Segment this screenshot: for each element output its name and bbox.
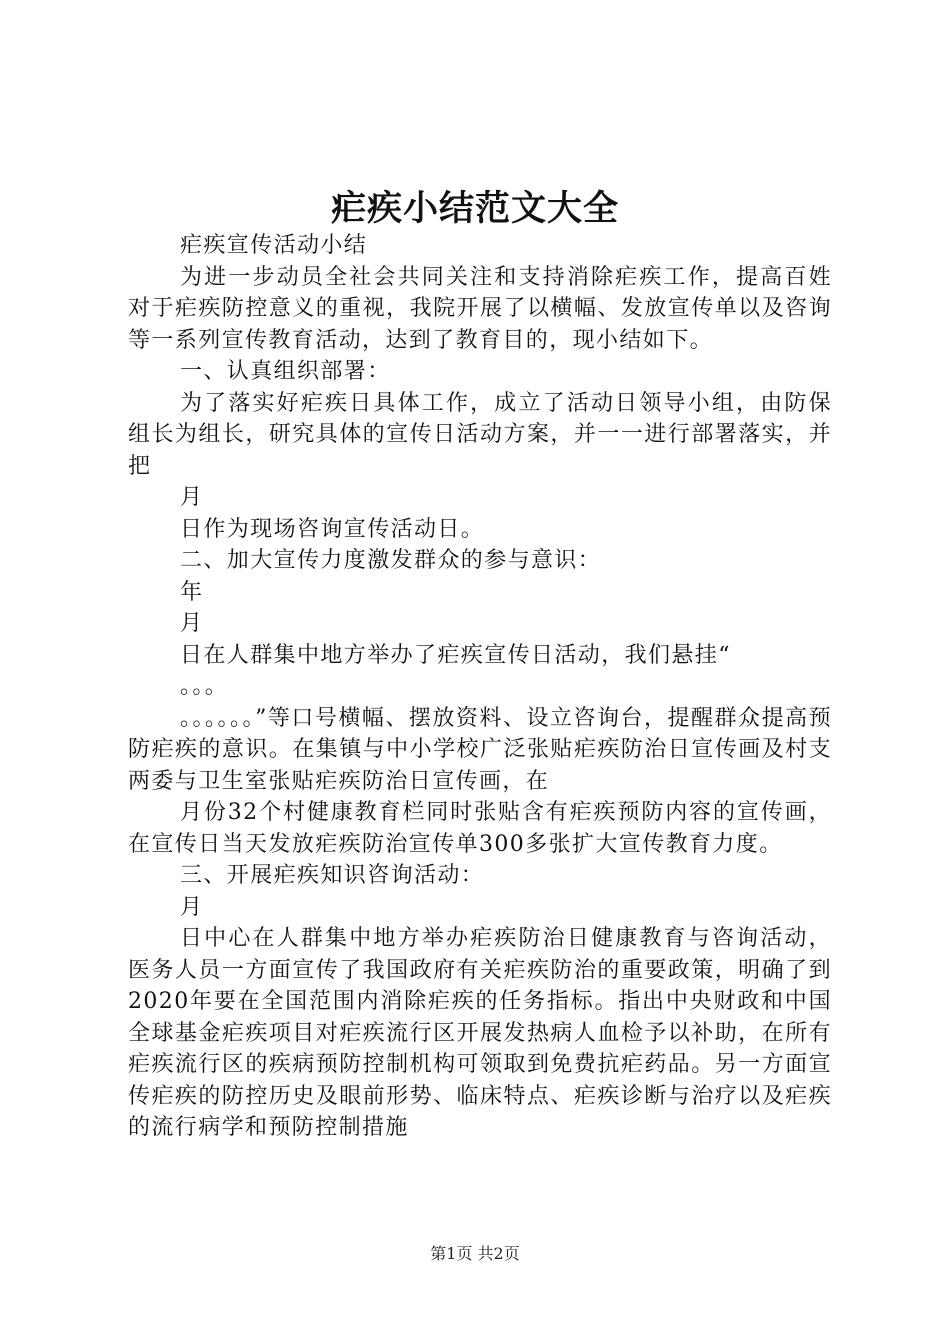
section-heading-2: 二、加大宣传力度激发群众的参与意识： (180, 548, 602, 573)
paragraph-section-1: 为了落实好疟疾日具体工作，成立了活动日领导小组，由防保组长为组长，研究具体的宣传日活动方案，并一一进行部署落实，并把 (128, 390, 832, 479)
paragraph-fragment: 。。。 (180, 674, 229, 699)
document-title: 疟疾小结范文大全 (330, 189, 619, 229)
paragraph-fragment: 月 (180, 611, 204, 636)
paragraph-fragment: 月 (180, 485, 204, 510)
section-heading-intro: 疟疾宣传活动小结 (180, 233, 368, 258)
paragraph-fragment: 年 (180, 579, 204, 605)
paragraph-section-2-cont: 月份32个村健康教育栏同时张贴含有疟疾预防内容的宣传画，在宣传日当天发放疟疾防治宣传单300多张扩大宣传教育力度。 (128, 800, 832, 857)
paragraph-intro: 为进一步动员全社会共同关注和支持消除疟疾工作，提高百姓对于疟疾防控意义的重视，我院开展了以横幅、发放宣传单以及咨询等一系列宣传教育活动，达到了教育目的，现小结如下。 (128, 264, 832, 353)
paragraph-fragment: 月 (180, 894, 204, 920)
document-body (128, 230, 832, 1144)
page-number: 第1页 共2页 (430, 1244, 520, 1263)
section-heading-1: 一、认真组织部署： (180, 359, 391, 384)
paragraph-section-2-cont: 。。。。。。”等口号横幅、摆放资料、设立咨询台，提醒群众提高预防疟疾的意识。在集镇与中小学校广泛张贴疟疾防治日宣传画及村支两委与卫生室张贴疟疾防治日宣传画，在 (128, 705, 832, 794)
paragraph-fragment: 日作为现场咨询宣传活动日。 (180, 516, 485, 542)
section-heading-3: 三、开展疟疾知识咨询活动： (180, 863, 485, 888)
paragraph-section-2: 日在人群集中地方举办了疟疾宣传日活动，我们悬挂“ (180, 642, 731, 668)
paragraph-section-3: 日中心在人群集中地方举办疟疾防治日健康教育与咨询活动，医务人员一方面宣传了我国政府有关疟疾防治的重要政策，明确了到2020年要在全国范围内消除疟疾的任务指标。指出中央财政和中国全球基金疟疾项目对疟疾流行区开展发热病人血检予以补助，在所有疟疾流行区的疾病预防控制机构可领取到免费抗疟药品。另一方面宣传疟疾的防控历史及眼前形势、临床特点、疟疾诊断与治疗以及疟疾的流行病学和预防控制措施 (128, 926, 832, 1140)
